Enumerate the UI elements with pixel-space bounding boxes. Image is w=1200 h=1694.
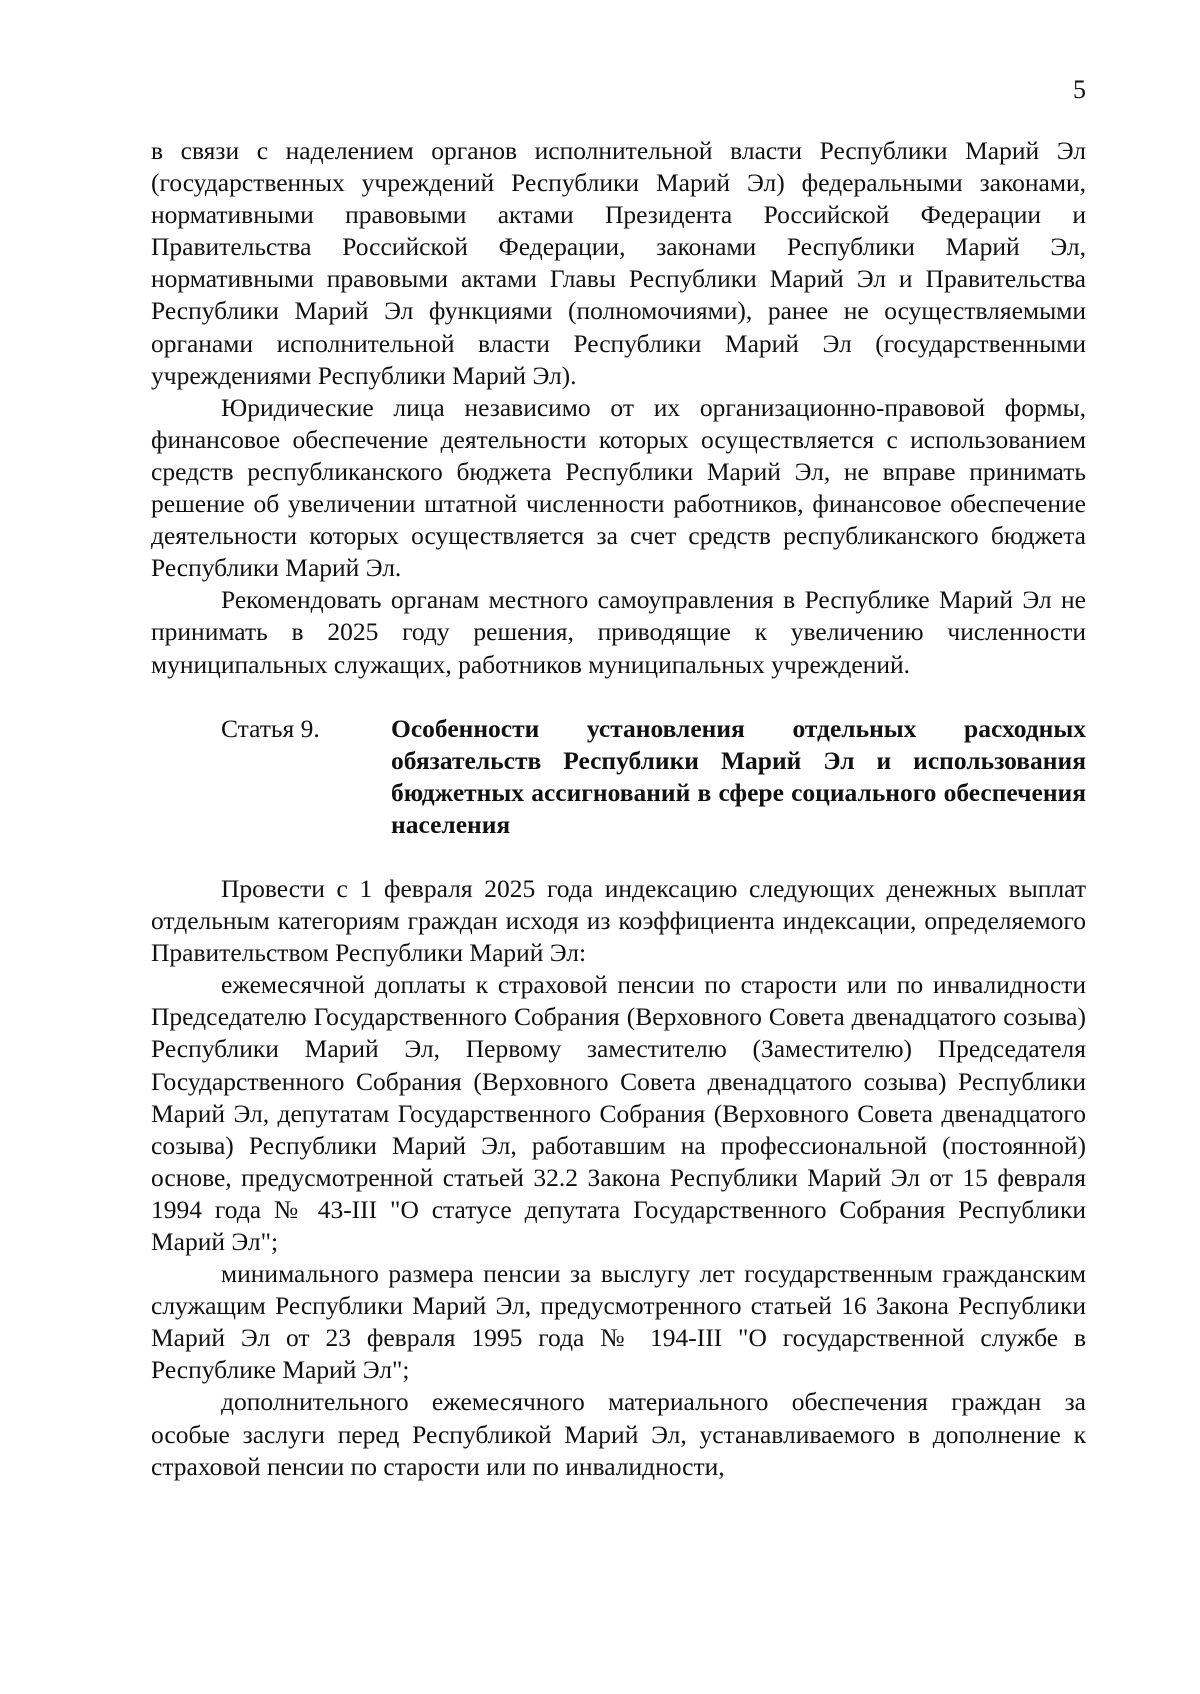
- article-title: Особенности установления отдельных расходных обязательств Республики Марий Эл и использования бюджетных ассигнований в сфере социального обеспечения населения: [391, 713, 1086, 839]
- paragraph: Юридические лица независимо от их организационно-правовой формы, финансовое обеспечение деятельности которых осуществляется с использованием средств республиканского бюджета Республики Марий Эл, не вправе принимать решение об увеличении штатной численности работников, финансовое обеспечение деятельности которых осуществляется за счет средств республиканского бюджета Республики Марий Эл.: [151, 392, 1086, 583]
- article-heading: [151, 713, 1086, 841]
- paragraph: ежемесячной доплаты к страховой пенсии по старости или по инвалидности Председателю Государственного Собрания (Верховного Совета двенадцатого созыва) Республики Марий Эл, Первому заместителю (Заместителю) Председателя Государственного Собрания (Верховного Совета двенадцатого созыва) Республики Марий Эл, депутатам Государственного Собрания (Верховного Совета двенадцатого созыва) Республики Марий Эл, работавшим на профессиональной (постоянной) основе, предусмотренной статьей 32.2 Закона Республики Марий Эл от 15 февраля 1994 года № 43-III "О статусе депутата Государственного Собрания Республики Марий Эл";: [151, 970, 1086, 1256]
- paragraph: Рекомендовать органам местного самоуправления в Республике Марий Эл не принимать в 2025 году решения, приводящие к увеличению численности муниципальных служащих, работников муниципальных учреждений.: [151, 585, 1086, 679]
- article-label: Статья 9.: [221, 713, 320, 743]
- paragraph: Провести с 1 февраля 2025 года индексацию следующих денежных выплат отдельным категориям граждан исходя из коэффициента индексации, определяемого Правительством Республики Марий Эл:: [151, 873, 1086, 968]
- document-body: [151, 135, 1086, 1483]
- paragraph: дополнительного ежемесячного материального обеспечения граждан за особые заслуги перед Республикой Марий Эл, устанавливаемого в дополнение к страховой пенсии по старости или по инвалидности,: [151, 1387, 1086, 1481]
- page-number: 5: [1073, 75, 1086, 104]
- paragraph: в связи с наделением органов исполнительной власти Республики Марий Эл (государственных учреждений Республики Марий Эл) федеральными законами, нормативными правовыми актами Президента Российской Федерации и Правительства Российской Федерации, законами Республики Марий Эл, нормативными правовыми актами Главы Республики Марий Эл и Правительства Республики Марий Эл функциями (полномочиями), ранее не осуществляемыми органами исполнительной власти Республики Марий Эл (государственными учреждениями Республики Марий Эл).: [151, 136, 1086, 390]
- paragraph: минимального размера пенсии за выслугу лет государственным гражданским служащим Республики Марий Эл, предусмотренного статьей 16 Закона Республики Марий Эл от 23 февраля 1995 года № 194-III "О государственной службе в Республике Марий Эл";: [151, 1259, 1086, 1385]
